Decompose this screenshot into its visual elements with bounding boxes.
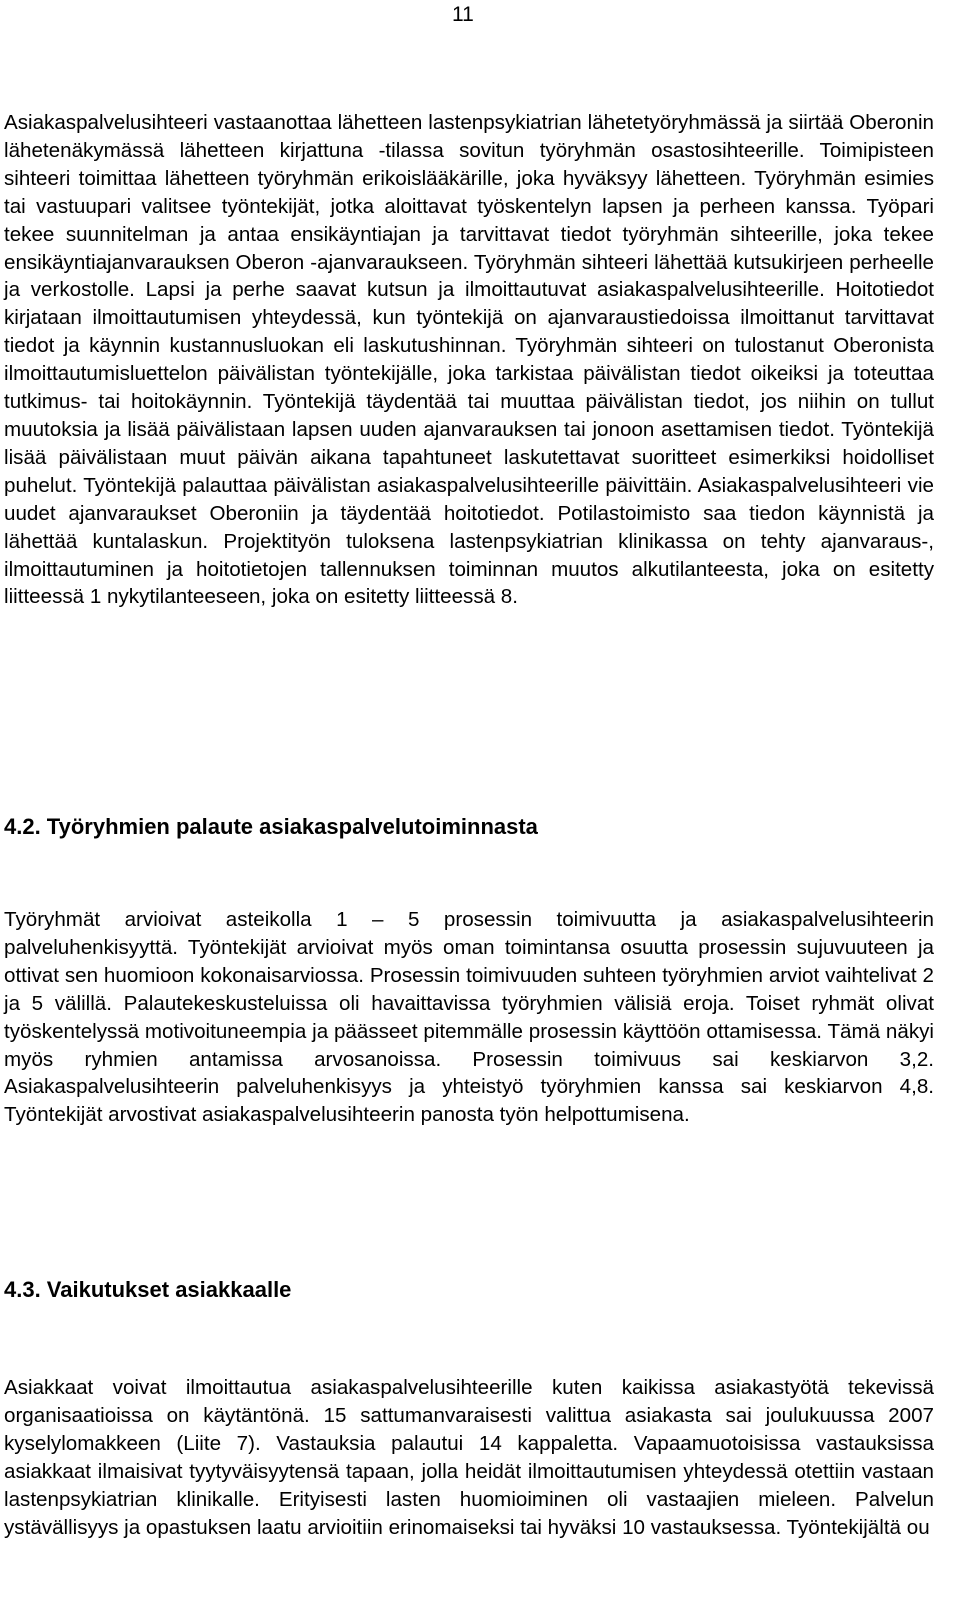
body-paragraph-process: Asiakaspalvelusihteeri vastaanottaa lähetteen lastenpsykiatrian lähetetyöryhmässä ja siirtää Oberonin lähetenäkymässä lähetteen kirjattuna -tilassa sovitun työryhmän osastosihteerille. Toimipisteen sihteeri toimittaa lähetteen työryhmän erikoislääkärille, joka hyväksyy lähetteen. Työryhmän esimies tai vastuupari valitsee työntekijät, jotka aloittavat työskentelyn lapsen ja perheen kanssa. Työpari tekee suunnitelman ja antaa ensikäyntiajan ja tarvittavat tiedot työryhmän sihteerille, joka tekee ensikäyntiajanvarauksen Oberon -ajanvaraukseen. Työryhmän sihteeri lähettää kutsukirjeen perheelle ja verkostolle. Lapsi ja perhe saavat kutsun ja ilmoittautuvat asiakaspalvelusihteerille. Hoitotiedot kirjataan ilmoittautumisen yhteydessä, kun työntekijä on ajanvaraustiedoissa ilmoittanut tarvittavat tiedot ja käynnin kustannusluokan eli laskutushinnan. Työryhmän sihteeri on tulostanut Oberonista ilmoittautumisluettelon päivälistan työntekijälle, joka tarkistaa päivälistan tiedot oikeiksi ja toteuttaa tutkimus- tai hoitokäynnin. Työntekijä täydentää tai muuttaa päivälistan tiedot, jos niihin on tullut muutoksia ja lisää päivälistaan lapsen uuden ajanvarauksen tai jonoon asettamisen tiedot. Työntekijä lisää päivälistaan muut päivän aikana tapahtuneet laskutettavat suoritteet esimerkiksi hoidolliset puhelut. Työntekijä palauttaa päivälistan asiakaspalvelusihteerille päivittäin. Asiakaspalvelusihteeri vie uudet ajanvaraukset Oberoniin ja täydentää hoitotiedot. Potilastoimisto saa tiedon käynnistä ja lähettää kuntalaskun. Projektityön tuloksena lastenpsykiatrian klinikassa on tehty ajanvaraus-, ilmoittautuminen ja hoitotietojen tallennuksen toiminnan muutos alkutilanteesta, joka on esitetty liitteessä 1 nykytilanteeseen, joka on esitetty liitteessä 8. xyxy=(4,111,934,609)
body-paragraph-effects: Asiakkaat voivat ilmoittautua asiakaspalvelusihteerille kuten kaikissa asiakastyötä tekevissä organisaatioissa on käytäntönä. 15 sattumanvaraisesti valittua asiakasta sai joulukuussa 2007 kyselylomakkeen (Liite 7). Vastauksia palautui 14 kappaletta. Vapaamuotoisissa vastauksissa asiakkaat ilmaisivat tyytyväisyytensä tapaan, jolla heidät ilmoittautumisen yhteydessä otettiin vastaan lastenpsykiatrian klinikalle. Erityisesti lasten huomioiminen oli vastaajien mieleen. Palvelun ystävällisyys ja opastuksen laatu arvioitiin erinomaiseksi tai hyväksi 10 vastauksessa. Työntekijältä ou xyxy=(4,1376,934,1539)
body-paragraph-feedback: Työryhmät arvioivat asteikolla 1 – 5 prosessin toimivuutta ja asiakaspalvelusihteerin palveluhenkisyyttä. Työntekijät arvioivat myös oman toimintansa osuutta prosessin sujuvuuteen ja ottivat sen huomioon kokonaisarviossa. Prosessin toimivuuden suhteen työryhmien arviot vaihtelivat 2 ja 5 välillä. Palautekeskusteluissa oli havaittavissa työryhmien välisiä eroja. Toiset ryhmät olivat työskentelyssä motivoituneempia ja päässeet pitemmälle prosessin käyttöön ottamisessa. Tämä näkyi myös ryhmien antamissa arvosanoissa. Prosessin toimivuus sai keskiarvon 3,2. Asiakaspalvelusihteerin palveluhenkisyys ja yhteistyö työryhmien kanssa sai keskiarvon 4,8. Työntekijät arvostivat asiakaspalvelusihteerin panosta työn helpottumisena. xyxy=(4,908,934,1127)
section-heading-4-2: 4.2. Työryhmien palaute asiakaspalvelutoiminnasta xyxy=(4,814,538,839)
section-heading-4-3: 4.3. Vaikutukset asiakkaalle xyxy=(4,1277,292,1302)
page-number: 11 xyxy=(452,3,474,26)
